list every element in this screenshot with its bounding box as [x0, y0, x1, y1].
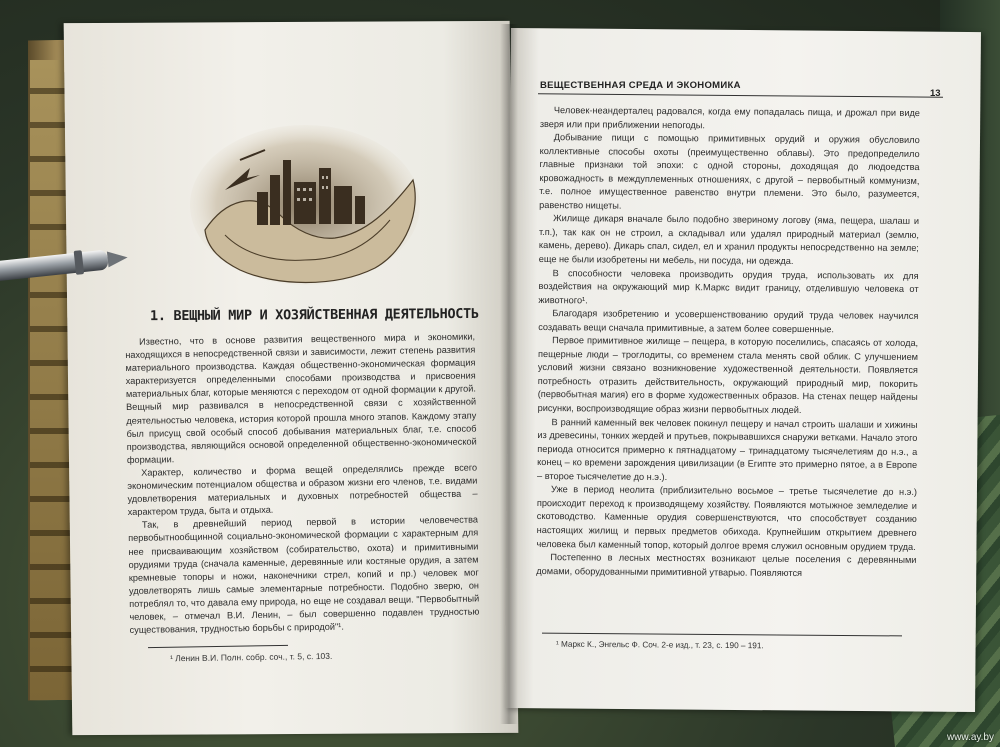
paragraph: Так, в древнейший период первой в истории человечества первобытнообщинной социально-экономической формации с характерным для нее присваивающим хозяйством (собирательство, охота) и примитивными орудиями труда (сначала каменные, деревянные или костяные орудия, а затем кремневые топоры и ножи, наконечники стрел, копий и пр.) человек мог удовлетворять лишь самые элементарные потребности. Подобно зверю, он потреблял то, что давала ему природа, но еще не создавал вещи. "Первобытный человек, – отмечал В.И. Ленин, – был совершенно подавлен трудностью существования, трудностью борьбы с природой"¹. [128, 514, 480, 636]
left-footnote: ¹ Ленин В.И. Полн. собр. соч., т. 5, с. 103. [169, 650, 333, 664]
paragraph: Благодаря изобретению и усовершенствованию орудий труда человек научился создавать вещи сначала примитивные, а затем более совершенные. [538, 308, 919, 335]
book-gutter [500, 24, 518, 724]
paragraph: Человек-неандерталец радовался, когда ему попадалась пища, и дрожал при виде зверя или при приближении непогоды. [539, 105, 920, 130]
paragraph: Жилище дикаря вначале было подобно звериному логову (яма, пещера, шалаш и т.п.), так как он не строил, а складывал или удалял природный материал (землю, камень, дерево). Дикарь спал, сидел, ел и хранил продукты непосредственно на земле; еще не были изобретены ни мебель, ни посуда, ни одежда. [538, 213, 920, 267]
chapter-title: 1. ВЕЩНЫЙ МИР И ХОЗЯЙСТВЕННАЯ ДЕЯТЕЛЬНОСТЬ [149, 305, 479, 325]
left-page-body [125, 331, 480, 638]
paragraph: Добывание пищи с помощью примитивных орудий и оружия обусловило коллективные способы охоты (преимущественно облавы). Это предопределило главные признаки той эпохи: с одной стороны, доходящая до людоедства кровожадность в междуплеменных отношениях, с другой – первобытный коммунизм, т.е. полное имущественное равенство внутри племени. Это было, разумеется, равенство нищеты. [539, 132, 920, 211]
hands-city-illustration [185, 120, 425, 290]
paragraph: В способности человека производить орудия труда, использовать их для воздействия на окружающий мир К.Маркс видит границу, отделившую человека от животного¹. [538, 267, 919, 306]
paragraph: Первое примитивное жилище – пещера, в которую поселились, спасаясь от холода, пещерные люди – троглодиты, со временем стала менять свой облик. С улучшением условий жизни связано возникновение художественной деятельности. Появляется потребность отразить действительность, окружающий природный мир, покорить (первобытная магия) его в форме художественных образов. На стенах пещер найдены рисунки, воспроизводящие образ жизни первобытных людей. [537, 335, 919, 416]
paragraph: Известно, что в основе развития вещественного мира и экономики, находящихся в непосредственной связи и зависимости, лежит степень развития материального производства. Каждая общественно-экономическая формация характеризуется определенными способами производства и присвоения материальных благ, которые меняются с переходом от одной формации к другой. Вещный мир развивался в непосредственной связи с хозяйственной деятельностью человека, история которой прошла много этапов. Каждому этапу был присущ свой особый способ добывания материальных благ, т.е. способ производства, являющийся основой определенной общественно-экономической формации. [125, 331, 477, 465]
right-page-body [536, 104, 920, 581]
paragraph: В ранний каменный век человек покинул пещеру и начал строить шалаши и хижины из древесины, тонких жердей и прутьев, покрывавшихся снаружи ветками. Начало этого периода относится примерно к пятнадцатому – тринадцатому тысячелетиям до н.э., а конец – ко времени зарождения цивилизации (в Египте это примерно пятое, а в Европе – второе тысячелетие до н.э.). [537, 416, 918, 482]
right-footnote: ¹ Маркс К., Энгельс Ф. Соч. 2-е изд., т. 23, с. 190 – 191. [555, 639, 764, 651]
paragraph: Постепенно в лесных местностях возникают целые поселения с деревянными домами, оборудованными примитивной утварью. Появляются [536, 552, 917, 578]
watermark: www.ay.by [946, 732, 994, 743]
paragraph: Характер, количество и форма вещей определялись прежде всего экономическим потенциалом общества и образом жизни его членов, т.е. видами удовлетворения материальных и духовных потребностей общества – характером труда, быта и отдыха. [127, 462, 478, 518]
page-number: 13 [930, 88, 941, 99]
paragraph: Уже в период неолита (приблизительно восьмое – третье тысячелетие до н.э.) происходит переход к производящему хозяйству. Появляются мотыжное земледелие и скотоводство. Каменные орудия совершенствуются, что способствует созданию настоящих жилищ и первых предметов обихода. Крупнейшим открытием древнего человека был каменный топор, который долгое время служил основным орудием труда. [536, 484, 918, 552]
running-head: ВЕЩЕСТВЕННАЯ СРЕДА И ЭКОНОМИКА [540, 80, 741, 91]
